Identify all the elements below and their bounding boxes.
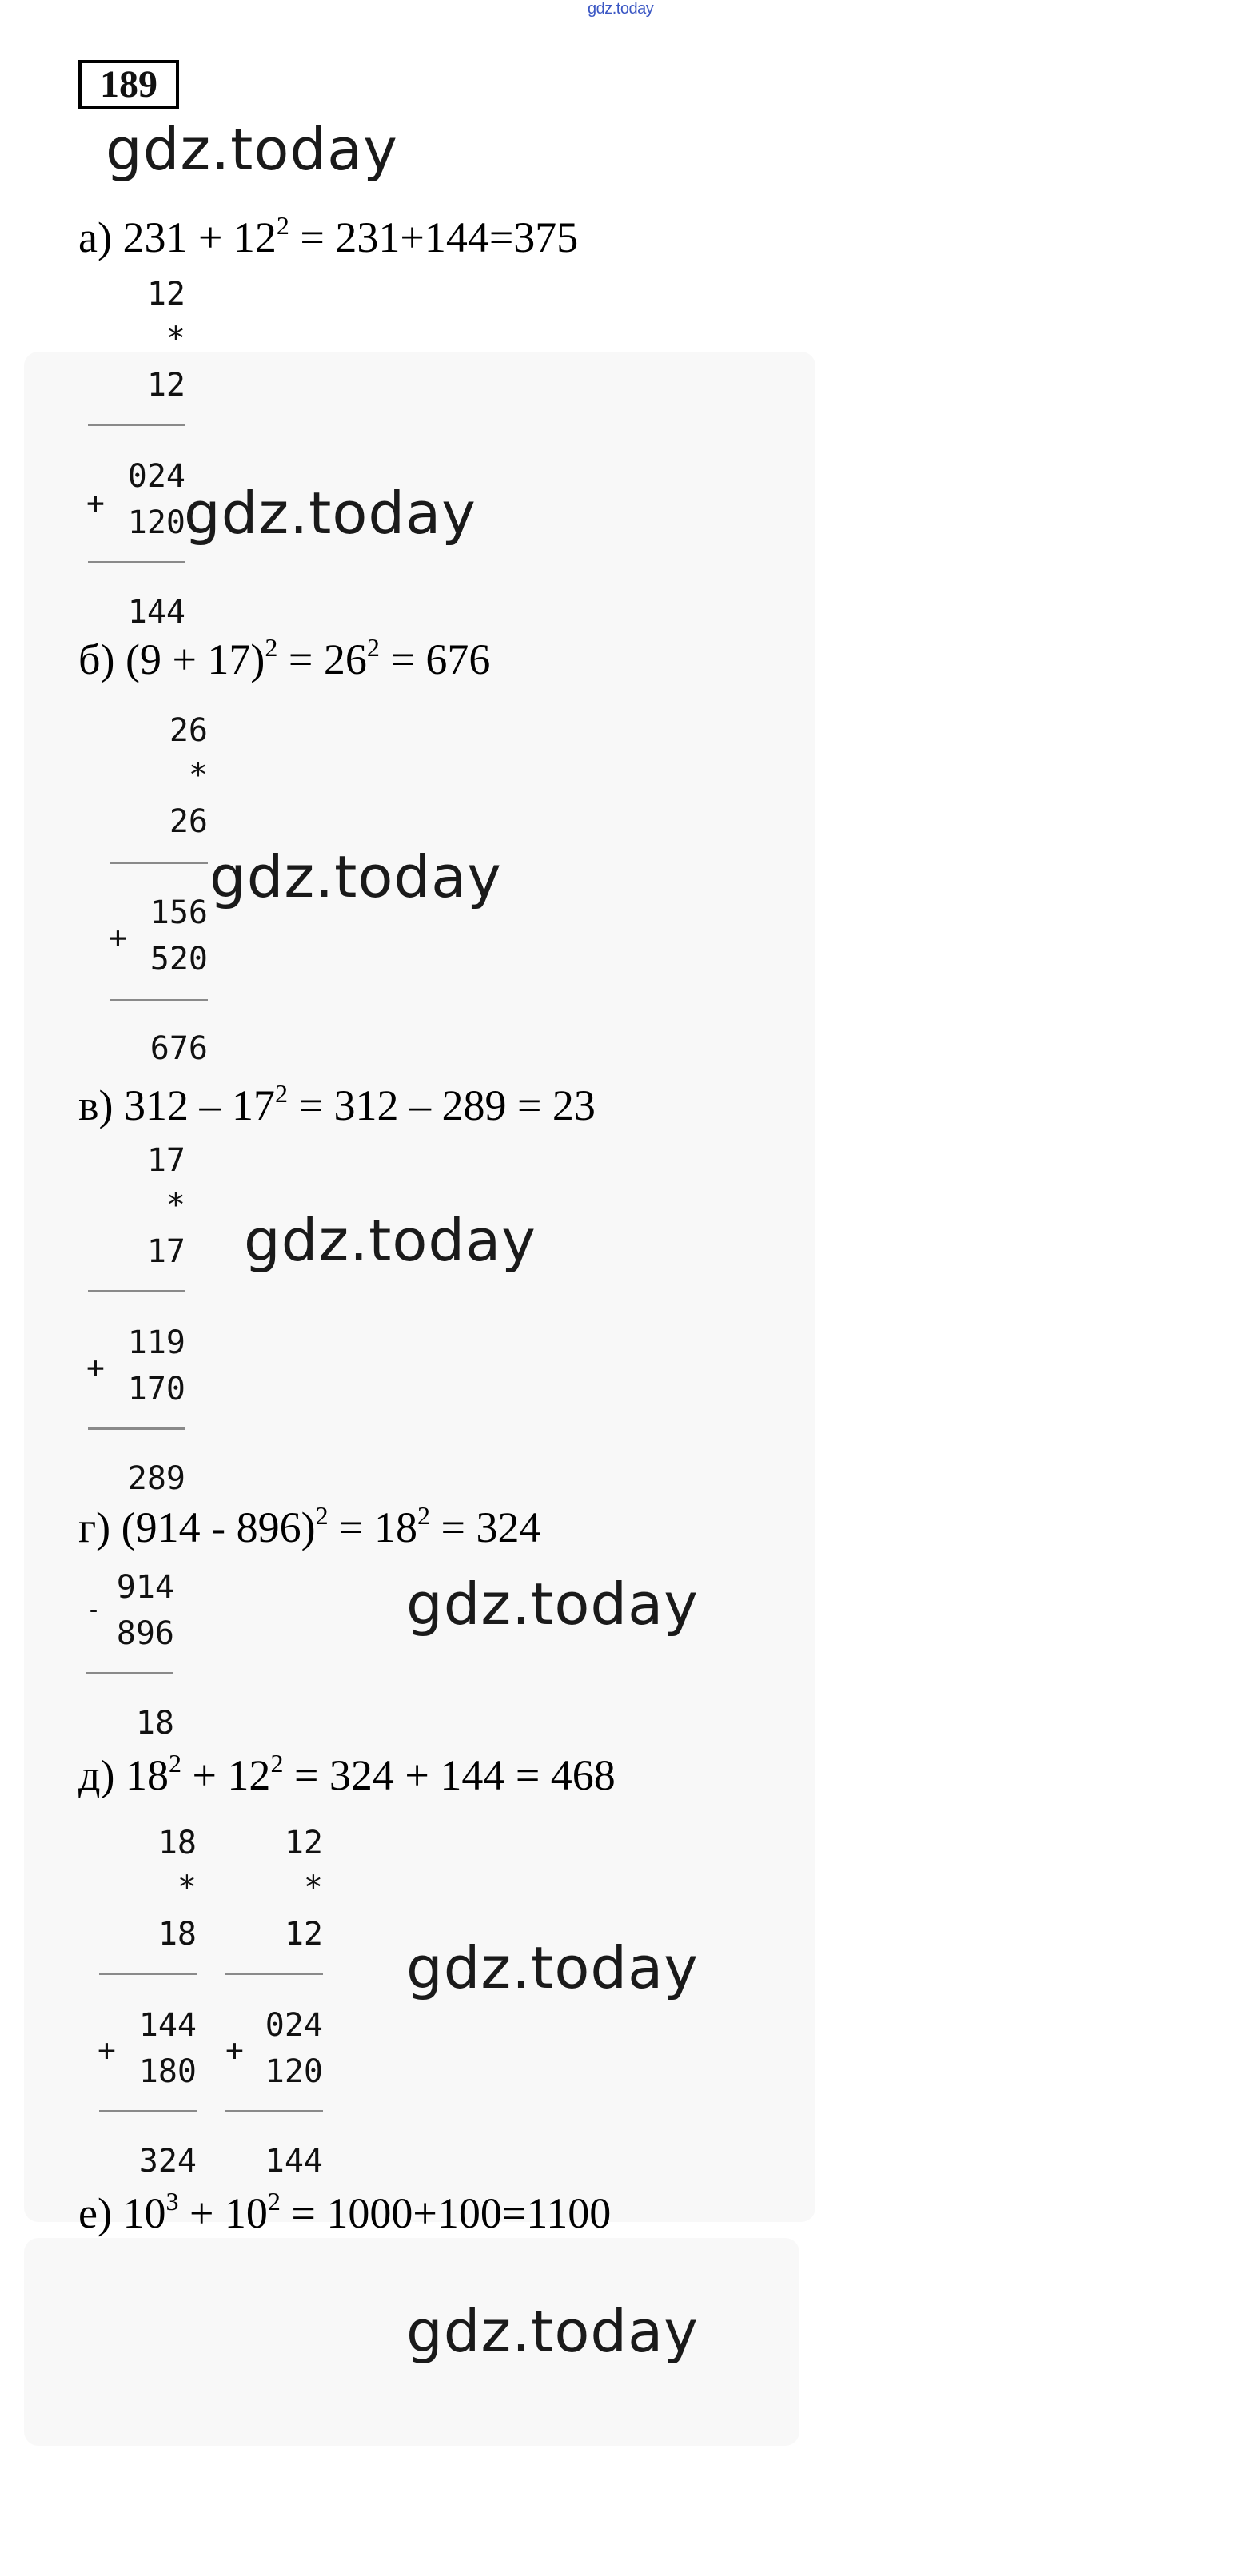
watermark: gdz.today [406,2298,699,2365]
calc-result: 144 [127,594,185,631]
divider [88,561,185,563]
partial-product: 120 [265,2053,323,2090]
divider [110,862,208,864]
partial-product: 024 [127,458,185,495]
factor-bottom: 18 [157,1916,197,1953]
plus-sign: + [98,2033,116,2068]
factor-top: 26 [169,712,208,749]
partial-product: 024 [265,2007,323,2044]
divider [86,1672,173,1674]
minuend: 914 [116,1569,174,1606]
partial-product: 156 [150,894,208,931]
equation-d: д) $18^2 + 12^2 = 324 + 144 = 468$ [78,1749,616,1799]
partial-product: 119 [127,1324,185,1361]
factor-bottom: 26 [169,803,208,840]
watermark: gdz.today [209,843,502,910]
top-watermark: gdz.today [588,0,654,18]
divider [225,2110,323,2112]
divider [88,1427,185,1430]
watermark: gdz.today [184,480,476,547]
multiply-sign: * [188,757,208,794]
factor-top: 12 [284,1825,323,1861]
partial-product: 170 [127,1371,185,1407]
multiply-sign: * [165,1187,185,1224]
divider [88,424,185,426]
factor-bottom: 12 [146,367,185,404]
multiply-sign: * [165,321,185,357]
factor-top: 17 [146,1142,185,1179]
equation-v: в) $312 - 17^2 = 312 - 289 = 23$ [78,1079,596,1129]
partial-product: 520 [150,941,208,977]
plus-sign: + [86,1350,105,1385]
problem-number: 189 [78,60,179,109]
multiply-sign: * [303,1869,323,1906]
equation-a: а) $231 + 12^2 = 231+144=375$ [78,211,579,261]
factor-bottom: 17 [146,1233,185,1270]
partial-product: 120 [127,504,185,541]
calc-result: 144 [265,2143,323,2180]
watermark: gdz.today [106,116,398,183]
watermark: gdz.today [244,1207,536,1274]
watermark: gdz.today [406,1934,699,2001]
factor-top: 12 [146,276,185,313]
divider [110,999,208,1001]
multiply-sign: * [177,1869,197,1906]
watermark: gdz.today [406,1571,699,1638]
factor-bottom: 12 [284,1916,323,1953]
calc-result: 18 [135,1705,174,1742]
minus-sign: - [86,1596,102,1624]
subtrahend: 896 [116,1615,174,1652]
plus-sign: + [109,920,127,955]
equation-b: б) $(9 + 17)^2 = 26^2 = 676$ [78,633,491,683]
partial-product: 144 [138,2007,197,2044]
factor-top: 18 [157,1825,197,1861]
calc-result: 289 [127,1460,185,1497]
divider [225,1973,323,1975]
equation-g: г) $(914 - 896)^2 = 18^2 = 324$ [78,1501,541,1551]
equation-e: е) $10^3 + 10^2 = 1000+100=1100$ [78,2187,612,2237]
calc-result: 676 [150,1030,208,1067]
plus-sign: + [225,2033,244,2068]
calc-result: 324 [138,2143,197,2180]
partial-product: 180 [138,2053,197,2090]
plus-sign: + [86,485,105,520]
divider [99,2110,197,2112]
divider [88,1290,185,1292]
divider [99,1973,197,1975]
